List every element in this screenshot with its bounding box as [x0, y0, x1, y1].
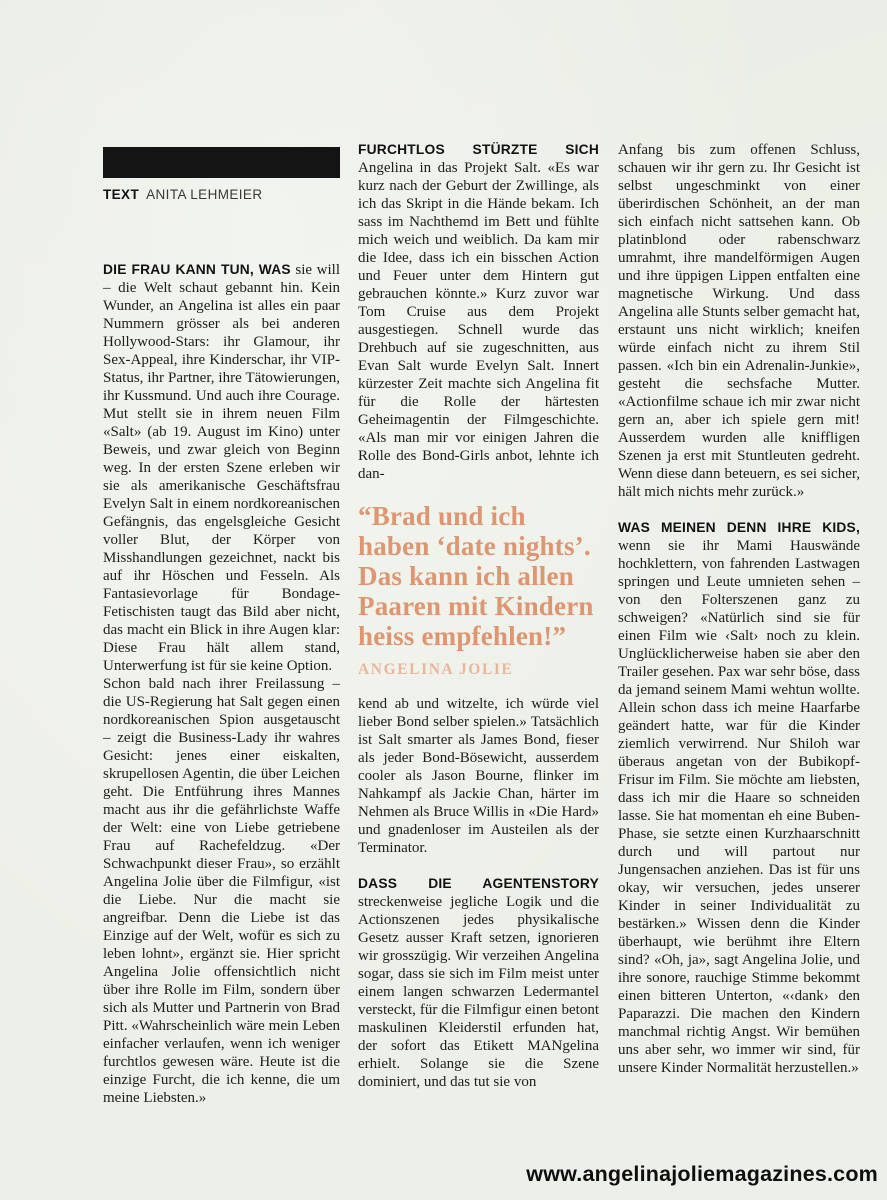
paragraph: Schon bald nach ihrer Freilassung – die US-Regierung hat Salt gegen einen nordkoreanischen Spion ausgetauscht – zeigt die Business-Lady ihr wahres Gesicht: jenes einer eiskalten, skrupellosen Agentin, die über Leichen geht. Die Entführung ihres Mannes macht aus ihr die gefährlichste Waffe der Welt: eine von Liebe getriebene Frau auf Rachefeldzug. «Der Schwachpunkt dieser Frau», so erzählt Angelina Jolie über die Filmfigur, «ist die Liebe. Nur die macht sie angreifbar. Denn die Liebe ist das Einzige auf der Welt, wofür es sich zu leben lohnt», ergänzt sie. Hier spricht Angelina Jolie offensichtlich nicht über ihre Rolle im Film, sondern über sich als Mutter und Partnerin von Brad Pitt. «Wahrscheinlich wäre mein Leben einfacher verlaufen, wenn ich weniger furchtlos gewesen wäre. Heute ist die einzige Furcht, die ich kenne, die um meine Liebsten.» — [103, 676, 340, 1106]
paragraph — [358, 875, 599, 1091]
watermark-url: www.angelinajoliemagazines.com — [526, 1162, 878, 1186]
paragraph-lead-in: WAS MEINEN DENN IHRE KIDS, — [618, 520, 860, 535]
paragraph: Anfang bis zum offenen Schluss, schauen wir ihr gern zu. Ihr Gesicht ist selbst ungeschminkt von einer überirdischen Schönheit, an der man sich einfach nicht sattsehen kann. Ob platinblond oder rabenschwarz umrahmt, ihre mandelförmigen Augen und ihre üppigen Lippen entfalten eine magnetische Wirkung. Und dass Angelina alle Stunts selber gemacht hat, erstaunt uns nicht wirklich; kneifen würde einfach nicht zu ihrem Stil passen. «Ich bin ein Adrenalin-Junkie», gesteht die sechsfache Mutter. «Actionfilme schaue ich mir zwar nicht gern an, aber ich spiele gern mit! Ausserdem wurden alle kniffligen Szenen ja erst mit Stuntleuten gedreht. Wenn diese dann beteuern, es sei sicher, hält mich nichts mehr zurück.» — [618, 142, 860, 500]
article-column-2-text — [358, 141, 599, 483]
article-column-3-text — [618, 141, 860, 1077]
byline-label: TEXT — [103, 187, 140, 202]
paragraph-lead-in: FURCHTLOS STÜRZTE SICH — [358, 142, 599, 157]
pull-quote: “Brad und ich haben ‘date nights’. Das kann ich allen Paaren mit Kindern heiss empfehlen!” — [358, 501, 594, 651]
byline-author-name: ANITA LEHMEIER — [146, 187, 263, 202]
article-column-2-text-continued — [358, 695, 599, 1091]
article-column-1-text — [103, 261, 340, 1107]
column-3 — [618, 141, 860, 1077]
paragraph: kend ab und witzelte, ich würde viel lieber Bond selber spielen.» Tatsächlich ist Salt smarter als James Bond, fieser als jeder Bond-Bösewicht, ausserdem cooler als Jason Bourne, flinker im Nahkampf als Jackie Chan, härter im Nehmen als Bruce Willis in «Die Hard» und gnadenloser im Austeilen als der Terminator. — [358, 696, 599, 856]
paragraph-text: streckenweise jegliche Logik und die Actionszenen jedes physikalische Gesetz ausser Kraft setzen, ignorieren wir grosszügig. Wir verzeihen Angelina sogar, dass sie sich im Film meist unter einem langen schwarzen Ledermantel versteckt, für die Filmfigur einen betont maskulinen Kleiderstil erfunden hat, der sofort das Etikett MANgelina erhielt. Solange sie die Szene dominiert, und das tut sie von — [358, 894, 599, 1090]
paragraph — [358, 141, 599, 483]
byline — [103, 187, 340, 202]
masthead-bar — [103, 147, 340, 178]
pull-quote-attribution: ANGELINA JOLIE — [358, 661, 514, 678]
paragraph-lead-in: DASS DIE AGENTENSTORY — [358, 876, 599, 891]
column-1 — [103, 147, 340, 1107]
paragraph-lead-in: DIE FRAU KANN TUN, WAS — [103, 262, 291, 277]
paragraph — [103, 261, 340, 675]
column-2 — [358, 141, 599, 1091]
paragraph-text: sie will – die Welt schaut gebannt hin. Kein Wunder, an Angelina ist alles ein paar Nummern grösser als bei anderen Hollywood-Stars: ihr Glamour, ihr Sex-Appeal, ihre Kinderschar, ihr VIP-Status, ihr Partner, ihre Tätowierungen, ihr Kussmund. Und auch ihre Courage. Mut stellt sie in ihrem neuen Film «Salt» (ab 19. August im Kino) unter Beweis, und zwar gleich von Beginn weg. In der ersten Szene erleben wir sie als amerikanische Geschäftsfrau Evelyn Salt in einem nordkoreanischen Gefängnis, das engelsgleiche Gesicht voller Blut, der Körper von Misshandlungen gezeichnet, nackt bis auf ihr Höschen und Fesseln. Als Fantasievorlage für Bondage-Fetischisten taugt das Bild aber nicht, das macht ein Blick in ihre Augen klar: Diese Frau hält allem stand, Unterwerfung ist für sie keine Option. — [103, 262, 340, 674]
paragraph-text: Angelina in das Projekt Salt. «Es war kurz nach der Geburt der Zwillinge, als ich das Skript in die Hände bekam. Ich sass im Nachthemd im Bett und fühlte mich weich und weiblich. Da kam mir die Idee, dass ich ein bisschen Action und Feuer unter dem Hintern gut gebrauchen könnte.» Kurz zuvor war Tom Cruise aus dem Projekt ausgestiegen. Schnell wurde das Drehbuch auf sie zugeschnitten, aus Evan Salt wurde Evelyn Salt. Innert kürzester Zeit machte sich Angelina fit für die Rolle der härtesten Geheimagentin der Filmgeschichte. «Als man mir vor einigen Jahren die Rolle des Bond-Girls anbot, lehnte ich dan- — [358, 160, 599, 482]
paragraph — [618, 519, 860, 1077]
paragraph-text: wenn sie ihr Mami Hauswände hochklettern, von fahrenden Lastwagen springen und Leute umnieten sehen – von den Folterszenen ganz zu schweigen? «Natürlich sind sie für einen Film wie ‹Salt› noch zu klein. Unglücklicherweise haben sie aber den Trailer gesehen. Pax war sehr böse, dass da jemand seinem Mami wehtun wollte. Allein schon dass ich meine Haarfarbe geändert hatte, war für die Kinder ziemlich verwirrend. Nur Shiloh war überaus angetan von der Bubikopf-Frisur im Film. Sie möchte am liebsten, dass ich mir die Haare so schneiden lasse. Sie hat momentan eh eine Buben-Phase, sie setzte einen Kurzhaarschnitt durch und will partout nur Jungensachen anziehen. Das ist für uns okay, wir versuchen, jedes unserer Kinder in seiner Individualität zu bestärken.» Wissen denn die Kinder überhaupt, wie berühmt ihre Eltern sind? «Oh, ja», sagt Angelina Jolie, und ihre sonore, rauchige Stimme bekommt einen bitteren Unterton, «‹dank› den Paparazzi. Die machen den Kindern manchmal richtig Angst. Wir bemühen uns aber sehr, wo immer wir sind, für unsere Kinder Normalität herzustellen.» — [618, 538, 860, 1076]
